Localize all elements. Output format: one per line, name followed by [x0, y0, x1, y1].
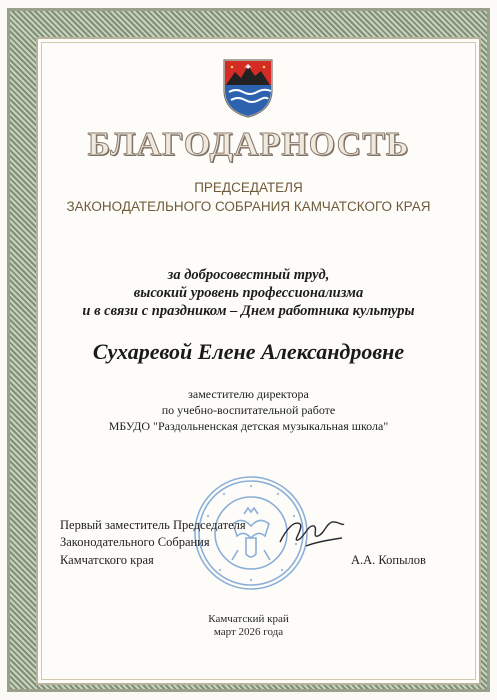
- footer-date: март 2026 года: [213, 626, 284, 638]
- signatory-title-line-3: Камчатского края: [60, 553, 154, 567]
- handwritten-signature-icon: [276, 512, 348, 552]
- signatory-name: А.А. Копылов: [351, 553, 426, 567]
- reason-line-1: за добросовестный труд,: [167, 267, 330, 283]
- recipient-name: Сухаревой Елене Александровне: [92, 339, 405, 364]
- recipient-position-line-2: по учебно-воспитательной работе: [161, 403, 336, 417]
- signatory-title-line-2: Законодательного Собрания: [60, 535, 210, 549]
- reason-line-2: высокий уровень профессионализма: [133, 285, 364, 301]
- certificate-title: БЛАГОДАРНОСТЬ: [87, 126, 410, 163]
- issuer-line-1: ПРЕДСЕДАТЕЛЯ: [194, 180, 303, 195]
- footer-place: Камчатский край: [208, 613, 289, 625]
- signatory-title-line-1: Первый заместитель Председателя: [60, 518, 246, 532]
- recipient-position-line-3: МБУДО "Раздольненская детская музыкальная школа": [108, 419, 389, 433]
- reason-line-3: и в связи с праздником – Днем работника культуры: [82, 303, 415, 319]
- issuer-line-2: ЗАКОНОДАТЕЛЬНОГО СОБРАНИЯ КАМЧАТСКОГО КРАЯ: [66, 199, 431, 214]
- recipient-position-line-1: заместителю директора: [188, 387, 309, 401]
- coat-of-arms-icon: [221, 58, 275, 118]
